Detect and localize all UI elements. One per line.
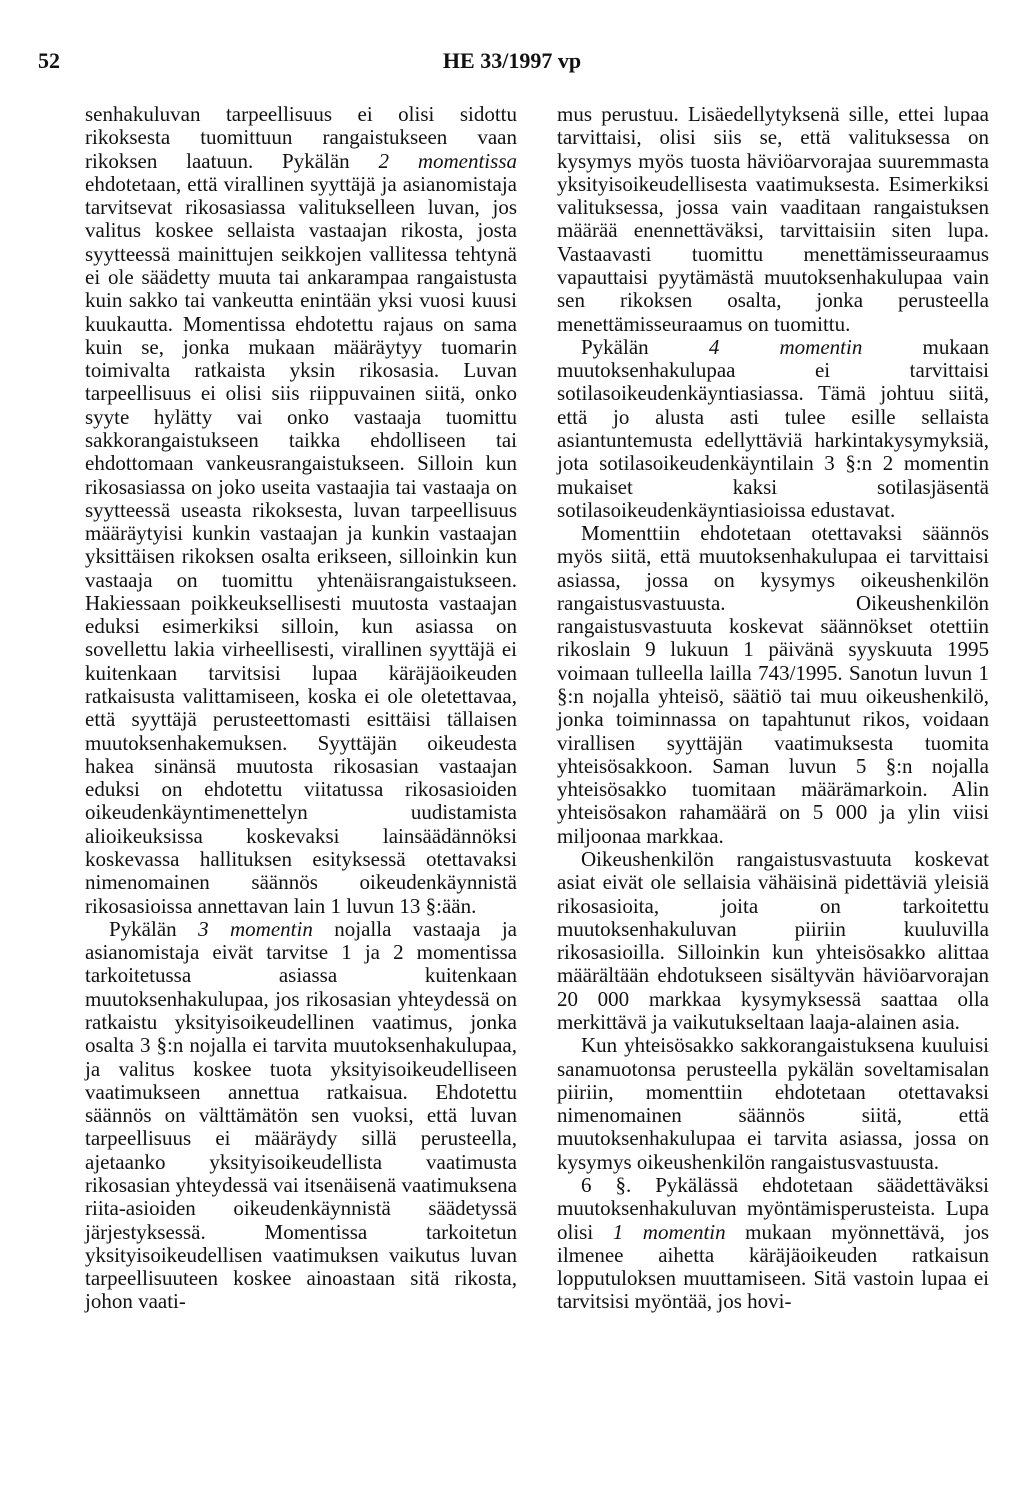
page-number: 52 bbox=[38, 48, 60, 73]
right-column bbox=[557, 103, 989, 1314]
paragraph bbox=[557, 1174, 989, 1314]
paragraph bbox=[557, 522, 989, 848]
text-run: ehdotetaan, että virallinen syyttäjä ja asianomistaja tarvitsevat rikosasiassa valitukselleen luvan, jos valitus koskee sellaista vastaajan rikosta, josta syytteessä mainittujen seikkojen vallitessa tehtynä ei ole säädetty muuta tai ankarampaa rangaistusta kuin sakko tai vankeutta enintään yksi vuosi kuusi kuukautta. Momentissa ehdotettu rajaus on sama kuin se, jonka mukaan määräytyy tuomarin toimivalta ratkaista yksin rikosasia. Luvan tarpeellisuus ei olisi siis riippuvainen siitä, onko syyte hylätty vai onko vastaaja tuomittu sakkorangaistukseen taikka ehdolliseen tai ehdottomaan vankeusrangaistukseen. Silloin kun rikosasiassa on joko useita vastaajia tai vastaaja on syytteessä useasta rikoksesta, luvan tarpeellisuus määräytyisi kunkin vastaajan ja kunkin vastaajan yksittäisen rikoksen osalta erikseen, silloinkin kun vastaaja on tuomittu yhtenäisrangaistukseen. Hakiessaan poikkeuksellisesti muutosta vastaajan eduksi esimerkiksi silloin, kun asiassa on sovellettu lakia virheellisesti, virallinen syyttäjä ei kuitenkaan tarvitsisi lupaa käräjäoikeuden ratkaisusta valittamiseen, koska ei ole oletettavaa, että syyttäjä perusteettomasti esittäisi tällaisen muutoksenhakemuksen. Syyttäjän oikeudesta hakea sinänsä muutosta rikosasian vastaajan eduksi on ehdotettu viitatussa rikosasioiden oikeudenkäyntimenettelyn uudistamista alioikeuksissa koskevaksi lainsäädännöksi koskevassa hallituksen esityksessä otettavaksi nimenomainen säännös oikeudenkäynnistä rikosasioissa annettavan lain 1 luvun 13 §:ään. bbox=[85, 171, 517, 918]
text-run: senhakuluvan tarpeellisuus ei olisi sidottu rikoksesta tuomittuun rangaistukseen vaan rikoksen laatuun. Pykälän bbox=[85, 102, 517, 173]
left-column bbox=[85, 103, 517, 1314]
text-run: Momenttiin ehdotetaan otettavaksi säännös myös siitä, että muutoksenhakulupaa ei tarvittaisi asiassa, jossa on kysymys oikeushenkilön rangaistusvastuusta. Oikeushenkilön rangaistusvastuuta koskevat säännökset otettiin rikoslain 9 lukuun 1 päivänä syyskuuta 1995 voimaan tulleella lailla 743/1995. Sanotun luvun 1 §:n nojalla yhteisö, säätiö tai muu oikeushenkilö, jonka toiminnassa on tapahtunut rikos, voidaan virallisen syyttäjän vaatimuksesta tuomita yhteisösakkoon. Saman luvun 5 §:n nojalla yhteisösakko tuomitaan määrämarkoin. Alin yhteisösakon rahamäärä on 5 000 ja ylin viisi miljoonaa markkaa. bbox=[557, 521, 989, 848]
text-run: Oikeushenkilön rangaistusvastuuta koskevat asiat eivät ole sellaisia vähäisinä pidettäviä yleisiä rikosasioita, joita on tarkoitettu muutoksenhakuluvan piiriin kuuluvilla rikosasioilla. Silloinkin kun yhteisösakko alittaa määrältään ehdotukseen sisältyvän häviöarvorajan 20 000 markkaa kysymyksessä saattaa olla merkittävä ja vaikutukseltaan laaja-alainen asia. bbox=[557, 847, 989, 1034]
paragraph bbox=[557, 848, 989, 1034]
italic-term: 1 momentin bbox=[612, 1219, 726, 1244]
text-run: mukaan muutoksenhakulupaa ei tarvittaisi sotilasoikeudenkäyntiasiassa. Tämä johtuu siitä, että jo alusta asti tulee esille sellaista asiantuntemusta edellyttäviä harkintakysymyksiä, jota sotilasoikeudenkäyntilain 3 §:n 2 momentin mukaiset kaksi sotilasjäsentä sotilasoikeudenkäyntiasioissa edustavat. bbox=[557, 334, 989, 522]
text-run: 6 §. Pykälässä ehdotetaan säädettäväksi muutoksenhakuluvan myöntämisperusteista. Lupa olisi bbox=[557, 1172, 989, 1244]
text-run: Pykälän bbox=[581, 334, 709, 359]
running-head: HE 33/1997 vp bbox=[442, 48, 582, 73]
italic-term: 3 momentin bbox=[198, 916, 313, 941]
text-run: mukaan myönnettävä, jos ilmenee aihetta käräjäoikeuden ratkaisun lopputuloksen muuttamiseen. Sitä vastoin lupaa ei tarvitsisi myöntää, jos hovi- bbox=[557, 1219, 989, 1314]
text-run: mus perustuu. Lisäedellytyksenä sille, ettei lupaa tarvittaisi, olisi siis se, että valituksessa on kysymys myös tuosta häviöarvorajaa suuremmasta yksityisoikeudellisesta vaatimuksesta. Esimerkiksi valituksessa, jossa vain vaaditaan rangaistuksen määrää enennettäväksi, tarvittaisiin siten lupa. Vastaavasti tuomittu menettämisseuraamus vapauttaisi pyytämästä muutoksenhakulupaa vain sen rikoksen osalta, jonka perusteella menettämisseuraamus on tuomittu. bbox=[557, 102, 989, 336]
paragraph bbox=[85, 103, 517, 918]
italic-term: 2 momentissa bbox=[378, 148, 517, 173]
text-run: Kun yhteisösakko sakkorangaistuksena kuuluisi sanamuotonsa perusteella pykälän soveltamisalan piiriin, momenttiin ehdotetaan otettavaksi nimenomainen säännös siitä, että muutoksenhakulupaa ei tarvita asiassa, jossa on kysymys oikeushenkilön rangaistusvastuusta. bbox=[557, 1033, 989, 1174]
paragraph bbox=[557, 103, 989, 336]
text-run: nojalla vastaaja ja asianomistaja eivät tarvitse 1 ja 2 momentissa tarkoitetussa asiassa kuitenkaan muutoksenhakulupaa, jos rikosasian yhteydessä on ratkaistu yksityisoikeudellinen vaatimus, jonka osalta 3 §:n nojalla ei tarvita muutoksenhakulupaa, ja valitus koskee tuota yksityisoikeudelliseen vaatimukseen annettua ratkaisua. Ehdotettu säännös on välttämätön sen vuoksi, että luvan tarpeellisuus ei määräydy sillä perusteella, ajetaanko yksityisoikeudellista vaatimusta rikosasian yhteydessä vai itsenäisenä vaatimuksena riita-asioiden oikeudenkäynnistä säädetyssä järjestyksessä. Momentissa tarkoitetun yksityisoikeudellisen vaatimuksen vaikutus luvan tarpeellisuuteen koskee ainoastaan sitä rikosta, johon vaati- bbox=[85, 916, 517, 1314]
paragraph bbox=[557, 1034, 989, 1174]
paragraph bbox=[85, 918, 517, 1314]
italic-term: 4 momentin bbox=[708, 334, 863, 359]
paragraph bbox=[557, 336, 989, 522]
text-run: Pykälän bbox=[109, 916, 199, 941]
